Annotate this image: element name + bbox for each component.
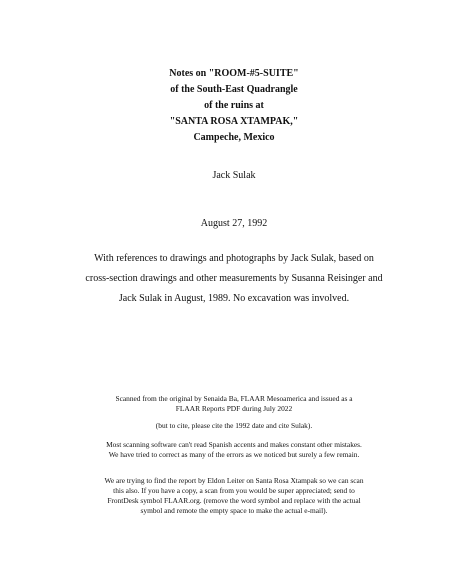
software-note — [0, 440, 468, 460]
description-paragraph — [0, 249, 468, 309]
document-title — [0, 66, 468, 146]
title-line-2: of the South-East Quadrangle — [170, 84, 298, 95]
report-note-line-4: symbol and remote the empty space to make the actual e-mail). — [140, 506, 328, 515]
report-request-note — [0, 476, 468, 516]
cite-note — [0, 421, 468, 431]
description-line-3: Jack Sulak in August, 1989. No excavation was involved. — [118, 293, 350, 304]
title-line-1: Notes on "ROOM-#5-SUITE" — [169, 68, 299, 79]
report-note-line-1: We are trying to find the report by Eldon Leiter on Santa Rosa Xtampak so we can scan — [104, 476, 364, 485]
author-name: Jack Sulak — [212, 170, 256, 181]
scan-note-line-1: Scanned from the original by Senaida Ba, FLAAR Mesoamerica and issued as a — [115, 394, 353, 403]
title-line-5: Campeche, Mexico — [193, 132, 275, 143]
software-note-line-2: We have tried to correct as many of the errors as we noticed but surely a few remain. — [108, 450, 360, 459]
title-line-3: of the ruins at — [204, 100, 264, 111]
report-note-line-3: FrontDesk symbol FLAAR.org. (remove the word symbol and replace with the actual — [107, 496, 361, 505]
scan-note — [0, 394, 468, 414]
software-note-line-1: Most scanning software can't read Spanish accents and makes constant other mistakes. — [106, 440, 362, 449]
scan-note-line-2: FLAAR Reports PDF during July 2022 — [175, 404, 293, 413]
cite-note-line: (but to cite, please cite the 1992 date and cite Sulak). — [155, 421, 313, 430]
description-line-2: cross-section drawings and other measurements by Susanna Reisinger and — [85, 273, 383, 284]
report-note-line-2: this also. If you have a copy, a scan from you would be super appreciated; send to — [113, 486, 355, 495]
description-line-1: With references to drawings and photographs by Jack Sulak, based on — [94, 253, 374, 264]
document-date: August 27, 1992 — [200, 218, 268, 229]
title-line-4: "SANTA ROSA XTAMPAK," — [169, 116, 299, 127]
